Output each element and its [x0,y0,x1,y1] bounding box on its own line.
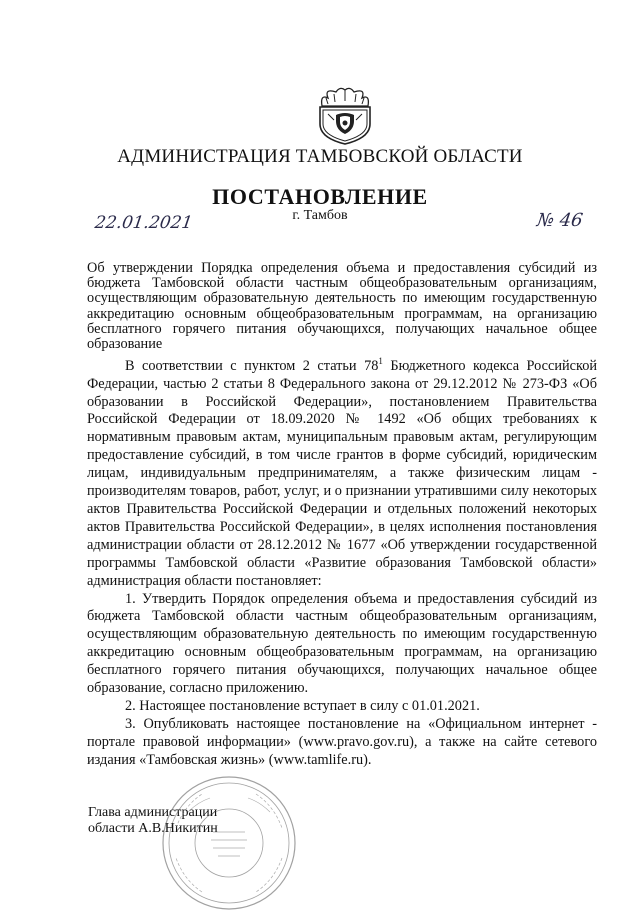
document-body [87,353,597,770]
handwritten-date: 22.01.2021 [93,213,194,233]
preamble-text-a: В соответствии с пунктом 2 статьи 78 [125,357,379,374]
paragraph-preamble [87,353,597,591]
handwritten-number: № 46 [535,210,585,231]
coat-of-arms-icon [314,84,376,146]
official-seal-icon [158,772,300,914]
city: г. Тамбов [292,208,348,223]
paragraph-item-2: 2. Настоящее постановление вступает в силу с 01.01.2021. [125,697,480,714]
paragraph-item-3: 3. Опубликовать настоящее постановление на «Официальном интернет - портале правовой информации» (www.pravo.gov.ru), а также на сайте сетевого издания «Тамбовская жизнь» (www.tamlife.ru). [87,715,597,768]
article-superscript: 1 [378,356,383,366]
document-type: ПОСТАНОВЛЕНИЕ [212,184,428,209]
document-subject: Об утверждении Порядка определения объема и предоставления субсидий из бюджета Тамбовской области частным общеобразовательным организациям, осуществляющим образовательную деятельность по имеющим государственную аккредитацию основным общеобразовательным программам, на организацию бесплатного горячего питания обучающихся, получающих начальное общее образование [87,260,597,353]
organization-name: АДМИНИСТРАЦИЯ ТАМБОВСКОЙ ОБЛАСТИ [117,146,523,167]
preamble-text-b: Бюджетного кодекса Российской Федерации, частью 2 статьи 8 Федерального закона от 29.12.2012 № 273-ФЗ «Об образовании в Российской Федерации», постановлением Правительства Российской Федерации от 18.09.2020 № 1492 «Об общих требованиях к нормативным правовым актам, муниципальным правовым актам, регулирующим предоставление субсидий, в том числе грантов в форме субсидий, юридическим лицам, индивидуальным предпринимателям, а также физическим лицам - производителям товаров, работ, услуг, и о признании утратившими силу некоторых актов Правительства Российской Федерации и отдельных положений некоторых актов Правительства Российской Федерации», в целях исполнения постановления администрации области от 28.12.2012 № 1677 «Об утверждении государственной программы Тамбовской области «Развитие образования Тамбовской области» администрация области постановляет: [87,357,597,589]
signature-position: Глава администрации [88,805,218,820]
paragraph-item-1: 1. Утвердить Порядок определения объема и предоставления субсидий из бюджета Тамбовской области частным общеобразовательным организациям, осуществляющим образовательную деятельность по имеющим государственную аккредитацию основным общеобразовательным программам, на организацию бесплатного горячего питания обучающихся, получающих начальное общее образование, согласно приложению. [87,590,597,697]
signature-name: области А.В.Никитин [88,821,218,836]
